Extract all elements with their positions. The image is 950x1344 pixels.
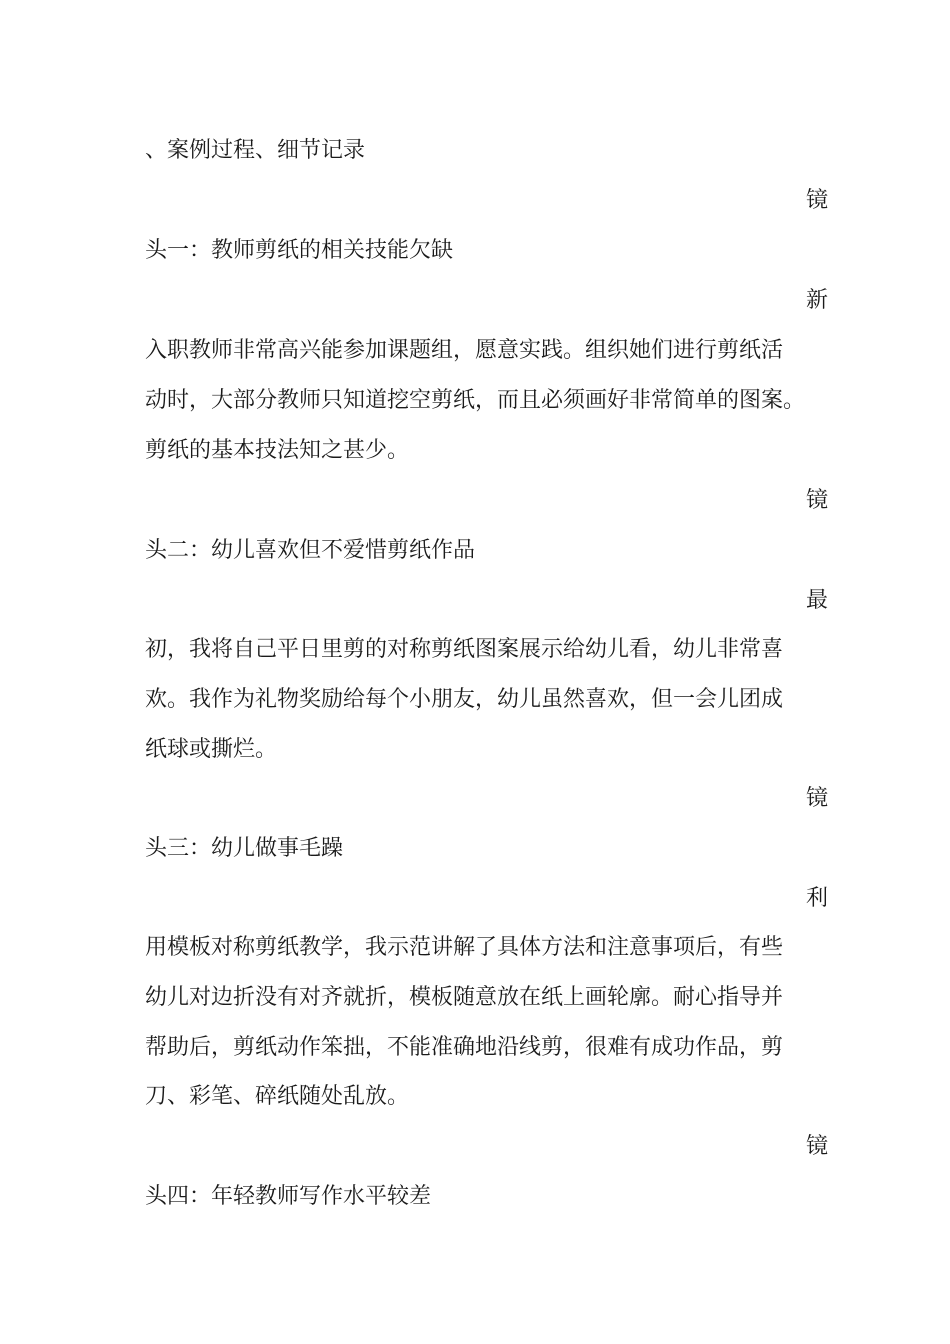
line-wrap-char: 镜: [806, 188, 829, 213]
line-wrap-char: 镜: [806, 786, 829, 811]
line-wrap-char: 利: [806, 886, 829, 911]
paragraph-line: 幼儿对边折没有对齐就折，模板随意放在纸上画轮廓。耐心指导并: [145, 985, 784, 1010]
line-wrap-char: 最: [806, 588, 829, 613]
subheading-3: 头三：幼儿做事毛躁: [145, 836, 344, 861]
line-wrap-char: 镜: [806, 1134, 829, 1159]
line-wrap-char: 镜: [806, 488, 829, 513]
paragraph-line: 欢。我作为礼物奖励给每个小朋友，幼儿虽然喜欢，但一会儿团成: [145, 687, 784, 712]
paragraph-line: 用模板对称剪纸教学，我示范讲解了具体方法和注意事项后，有些: [145, 935, 784, 960]
section-heading: 、案例过程、细节记录: [145, 138, 366, 163]
paragraph-line: 纸球或撕烂。: [145, 737, 278, 762]
paragraph-line: 帮助后，剪纸动作笨拙，不能准确地沿线剪，很难有成功作品，剪: [145, 1035, 784, 1060]
subheading-1: 头一：教师剪纸的相关技能欠缺: [145, 238, 454, 263]
line-wrap-char: 新: [806, 288, 829, 313]
subheading-2: 头二：幼儿喜欢但不爱惜剪纸作品: [145, 538, 476, 563]
paragraph-line: 刀、彩笔、碎纸随处乱放。: [145, 1084, 410, 1109]
paragraph-line: 剪纸的基本技法知之甚少。: [145, 438, 410, 463]
paragraph-line: 初，我将自己平日里剪的对称剪纸图案展示给幼儿看，幼儿非常喜: [145, 637, 784, 662]
subheading-4: 头四：年轻教师写作水平较差: [145, 1184, 432, 1209]
paragraph-line: 动时，大部分教师只知道挖空剪纸，而且必须画好非常简单的图案。: [145, 388, 806, 413]
paragraph-line: 入职教师非常高兴能参加课题组，愿意实践。组织她们进行剪纸活: [145, 338, 784, 363]
